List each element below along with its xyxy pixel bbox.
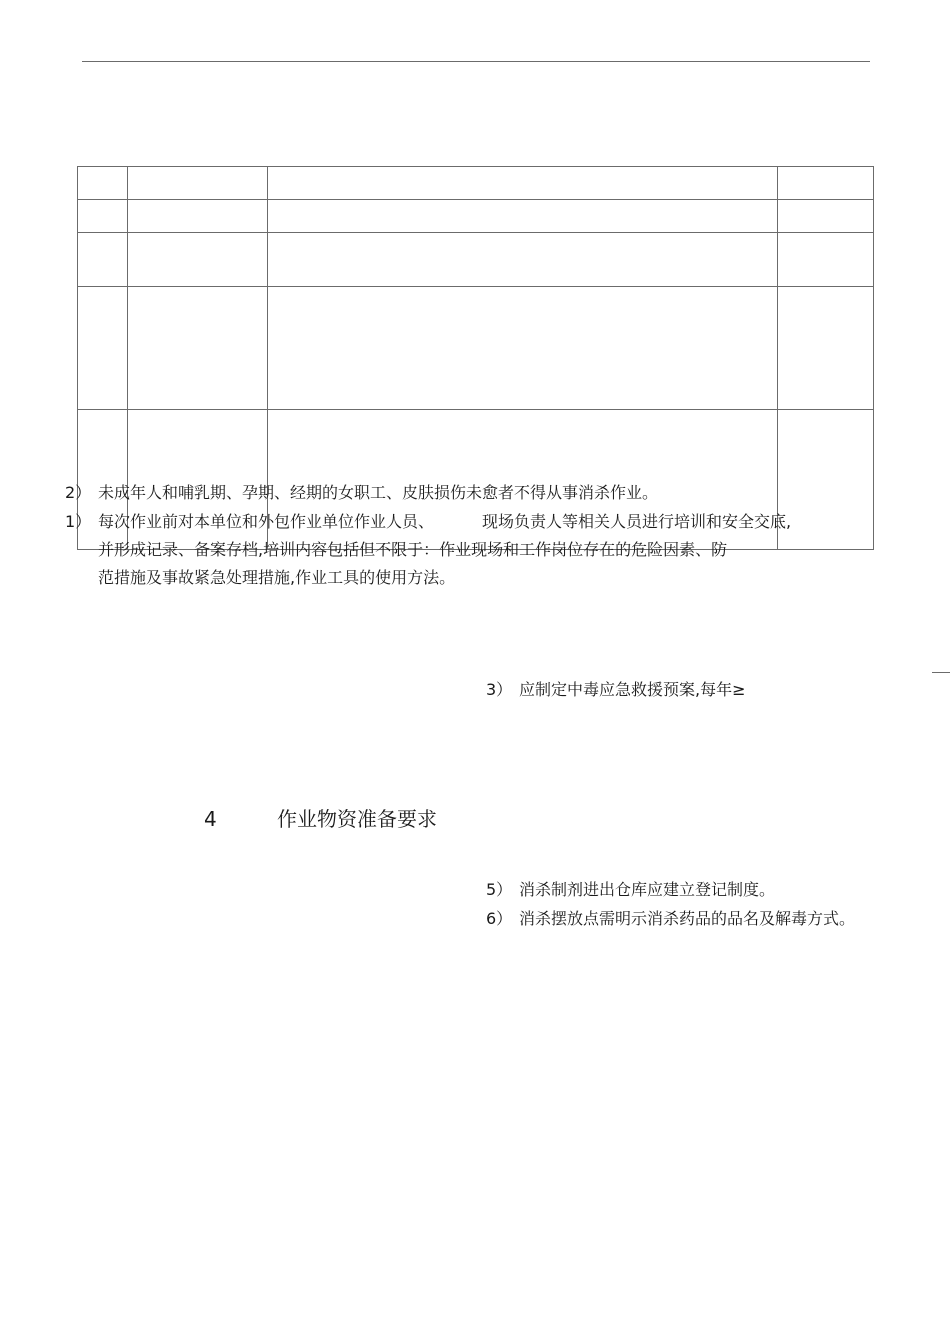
list-item-1-line-1: [65, 512, 791, 532]
list-item-text: 应制定中毒应急救援预案,每年≥: [519, 680, 746, 699]
list-item-text: 未成年人和哺乳期、孕期、经期的女职工、皮肤损伤未愈者不得从事消杀作业。: [98, 483, 659, 502]
list-item-5: [486, 880, 775, 900]
list-item-number: 6）: [486, 909, 513, 928]
list-item-text: 每次作业前对本单位和外包作业单位作业人员、: [98, 512, 435, 531]
list-item-number: 1）: [65, 512, 92, 531]
table-row-divider: [78, 409, 873, 410]
header-rule: [82, 61, 870, 62]
table-row-divider: [78, 199, 873, 200]
section-number: 4: [204, 807, 217, 831]
table-column-divider: [777, 167, 778, 549]
list-item-6: [486, 909, 855, 929]
section-title: 作业物资准备要求: [277, 807, 437, 831]
list-item-text: 现场负责人等相关人员进行培训和安全交底,: [482, 512, 792, 531]
list-item-1-line-3: 范措施及事故紧急处理措施,作业工具的使用方法。: [98, 568, 456, 587]
list-item-text: 消杀制剂进出仓库应建立登记制度。: [519, 880, 776, 899]
list-item-number: 2）: [65, 483, 92, 502]
table-row-divider: [78, 232, 873, 233]
list-item-text: 消杀摆放点需明示消杀药品的品名及解毒方式。: [519, 909, 856, 928]
list-item-2: [65, 483, 658, 503]
page-edge-mark: [932, 672, 950, 673]
list-item-number: 5）: [486, 880, 513, 899]
list-item-number: 3）: [486, 680, 513, 699]
section-heading: [204, 806, 437, 832]
table-row-divider: [78, 286, 873, 287]
list-item-1-line-2: 并形成记录、备案存档,培训内容包括但不限于：作业现场和工作岗位存在的危险因素、防: [98, 540, 728, 559]
list-item-3: [486, 680, 746, 700]
